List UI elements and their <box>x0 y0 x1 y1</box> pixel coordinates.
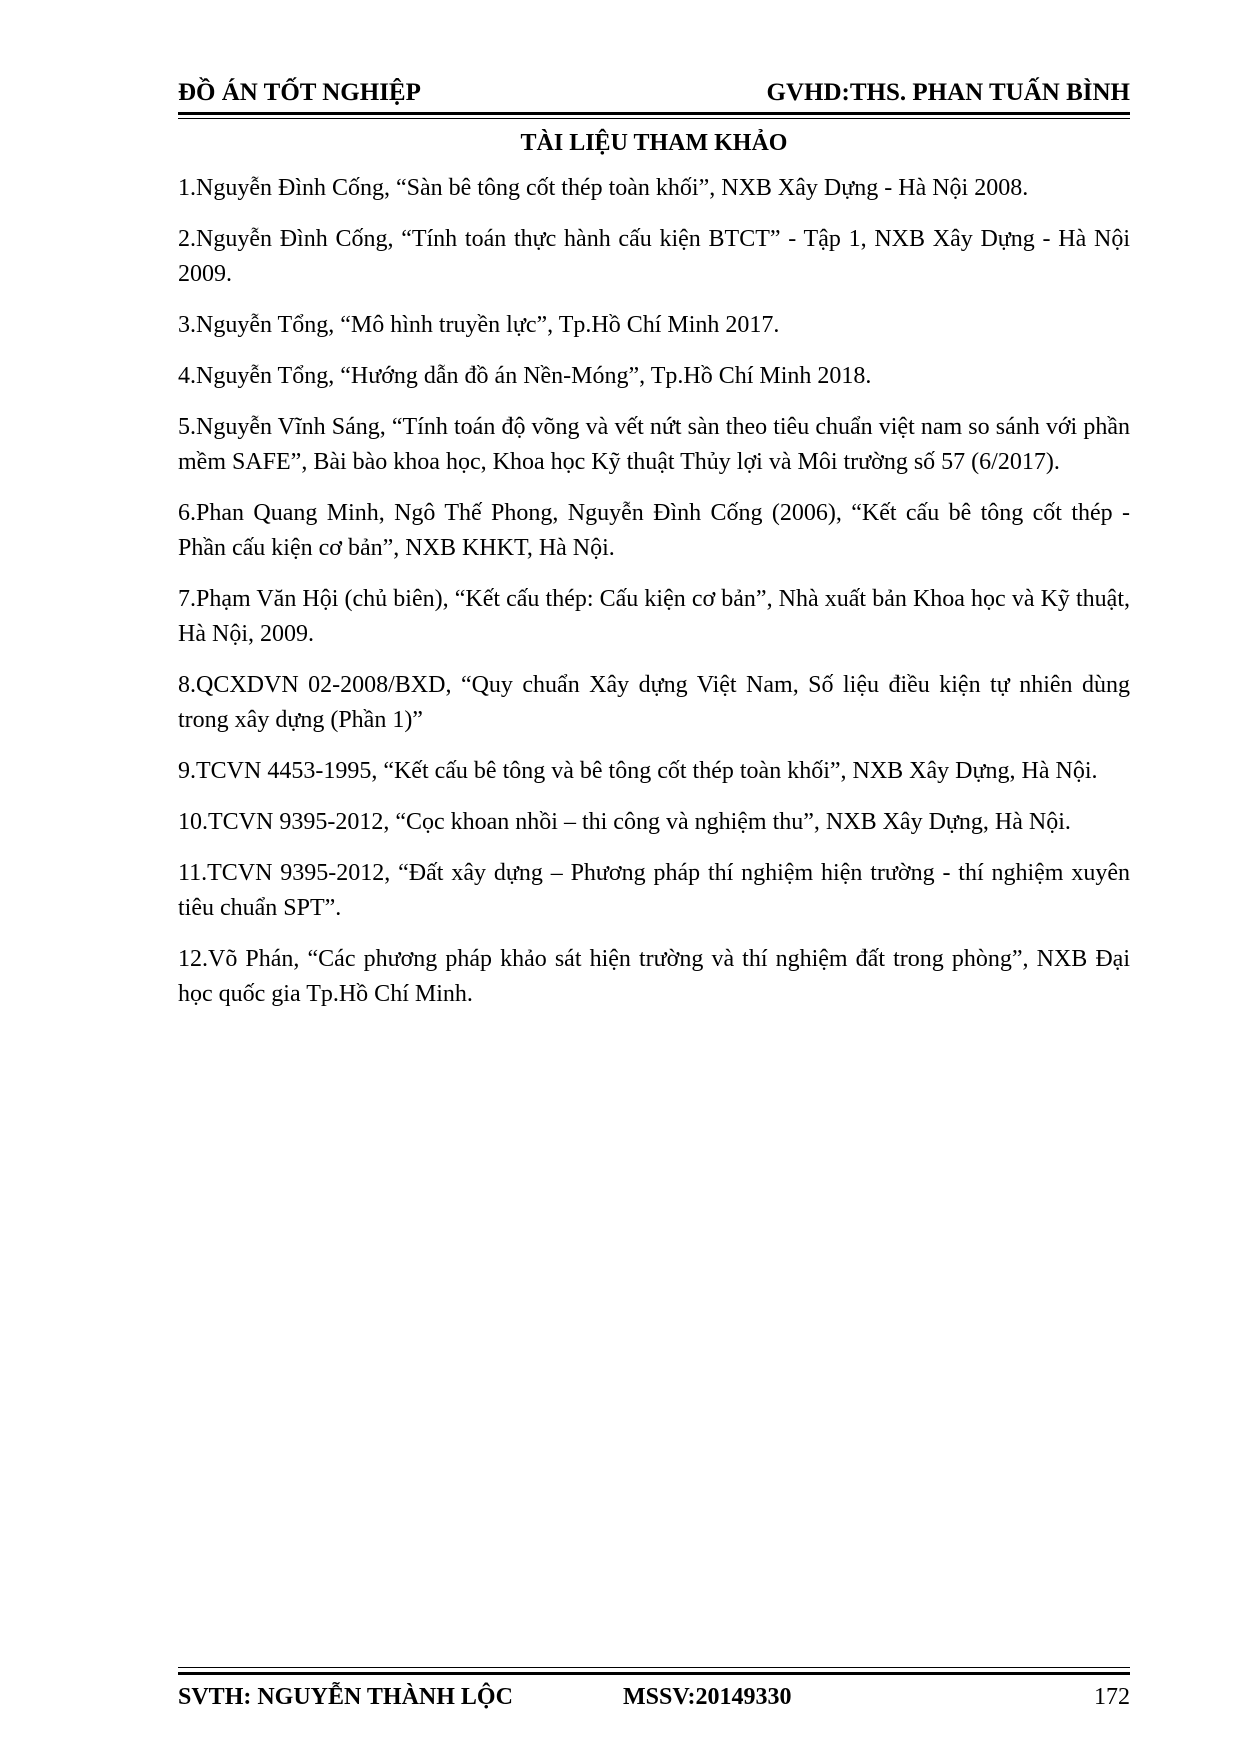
reference-item: 11.TCVN 9395-2012, “Đất xây dựng – Phương pháp thí nghiệm hiện trường - thí nghiệm xuyên tiêu chuẩn SPT”. <box>178 860 1130 921</box>
reference-item: 3.Nguyễn Tổng, “Mô hình truyền lực”, Tp.Hồ Chí Minh 2017. <box>178 312 780 338</box>
header-rule <box>178 112 1130 115</box>
header-advisor: GVHD:THS. PHAN TUẤN BÌNH <box>766 79 1130 106</box>
page-number: 172 <box>1094 1684 1130 1710</box>
footer-rule <box>178 1672 1130 1675</box>
reference-item: 8.QCXDVN 02-2008/BXD, “Quy chuẩn Xây dựng Việt Nam, Số liệu điều kiện tự nhiên dùng trong xây dựng (Phần 1)” <box>178 672 1130 733</box>
reference-item: 10.TCVN 9395-2012, “Cọc khoan nhồi – thi công và nghiệm thu”, NXB Xây Dựng, Hà Nội. <box>178 809 1071 835</box>
footer-student-id: MSSV:20149330 <box>623 1684 792 1710</box>
reference-item: 7.Phạm Văn Hội (chủ biên), “Kết cấu thép: Cấu kiện cơ bản”, Nhà xuất bản Khoa học và Kỹ thuật, Hà Nội, 2009. <box>178 586 1130 647</box>
reference-item: 5.Nguyễn Vĩnh Sáng, “Tính toán độ võng và vết nứt sàn theo tiêu chuẩn việt nam so sánh với phần mềm SAFE”, Bài bào khoa học, Khoa học Kỹ thuật Thủy lợi và Môi trường số 57 (6/2017). <box>178 414 1130 475</box>
reference-list <box>178 171 1130 1028</box>
section-title: TÀI LIỆU THAM KHẢO <box>520 130 788 156</box>
reference-item: 9.TCVN 4453-1995, “Kết cấu bê tông và bê tông cốt thép toàn khối”, NXB Xây Dựng, Hà Nội. <box>178 758 1098 784</box>
reference-item: 1.Nguyễn Đình Cống, “Sàn bê tông cốt thép toàn khối”, NXB Xây Dựng - Hà Nội 2008. <box>178 175 1029 201</box>
footer-student: SVTH: NGUYỄN THÀNH LỘC <box>178 1684 513 1710</box>
reference-item: 12.Võ Phán, “Các phương pháp khảo sát hiện trường và thí nghiệm đất trong phòng”, NXB Đại học quốc gia Tp.Hồ Chí Minh. <box>178 946 1130 1007</box>
reference-item: 6.Phan Quang Minh, Ngô Thế Phong, Nguyễn Đình Cống (2006), “Kết cấu bê tông cốt thép - Phần cấu kiện cơ bản”, NXB KHKT, Hà Nội. <box>178 500 1130 561</box>
header-project-title: ĐỒ ÁN TỐT NGHIỆP <box>178 79 421 106</box>
reference-item: 2.Nguyễn Đình Cống, “Tính toán thực hành cấu kiện BTCT” - Tập 1, NXB Xây Dựng - Hà Nội 2009. <box>178 226 1130 287</box>
page-header <box>178 78 1130 108</box>
reference-item: 4.Nguyễn Tổng, “Hướng dẫn đồ án Nền-Móng”, Tp.Hồ Chí Minh 2018. <box>178 363 872 389</box>
footer-rule-thin <box>178 1667 1130 1668</box>
header-rule-thin <box>178 118 1130 119</box>
